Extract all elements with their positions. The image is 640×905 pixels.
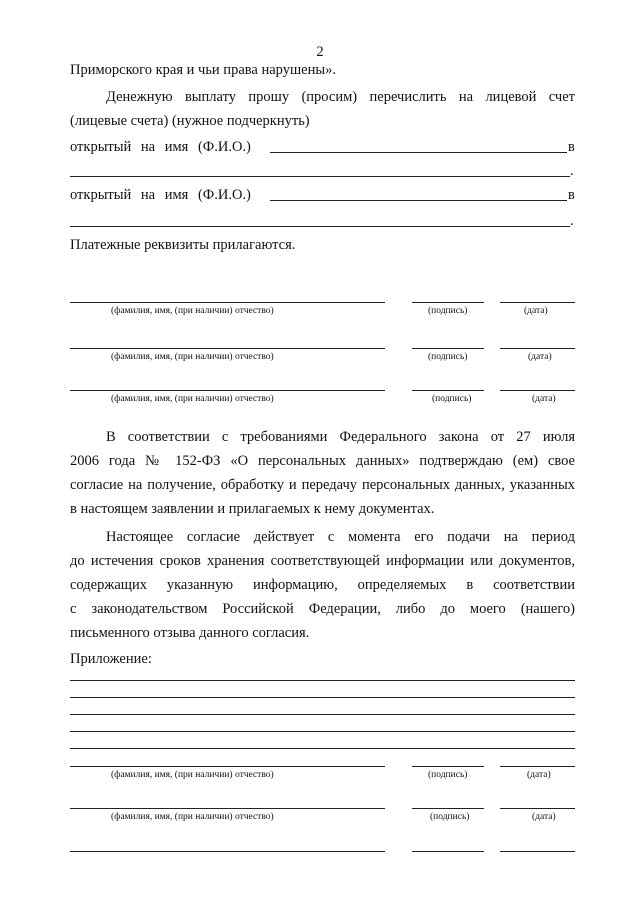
account-label-2: открытый на имя (Ф.И.О.) xyxy=(70,187,251,203)
fio-line-5[interactable] xyxy=(70,808,385,809)
attachment-line-3[interactable] xyxy=(70,714,575,715)
date-caption-4: (дата) xyxy=(527,770,551,780)
validity-line-4: с законодательством Российской Федерации, либо до моего (нашего) xyxy=(70,601,575,617)
account-period-1: . xyxy=(570,163,574,179)
fio-line-3[interactable] xyxy=(70,390,385,391)
date-line-1[interactable] xyxy=(500,302,575,303)
account-bank-line-1[interactable] xyxy=(70,176,570,177)
validity-line-1: Настоящее согласие действует с момента его подачи на период xyxy=(106,529,575,545)
account-in-suffix-2: в xyxy=(568,187,575,203)
consent-line-4: в настоящем заявлении и прилагаемых к нему документах. xyxy=(70,501,435,517)
signature-caption-1: (подпись) xyxy=(428,306,468,316)
signature-caption-2: (подпись) xyxy=(428,352,468,362)
fio-caption-4: (фамилия, имя, (при наличии) отчество) xyxy=(111,770,274,780)
fio-line-2[interactable] xyxy=(70,348,385,349)
account-bank-line-2[interactable] xyxy=(70,226,570,227)
consent-line-3: согласие на получение, обработку и передачу персональных данных, указанных xyxy=(70,477,575,493)
account-label-1: открытый на имя (Ф.И.О.) xyxy=(70,139,251,155)
fio-line-4[interactable] xyxy=(70,766,385,767)
signature-line-5[interactable] xyxy=(412,808,484,809)
date-line-4[interactable] xyxy=(500,766,575,767)
fio-line-6[interactable] xyxy=(70,851,385,852)
date-caption-1: (дата) xyxy=(524,306,548,316)
signature-caption-5: (подпись) xyxy=(430,812,470,822)
signature-line-3[interactable] xyxy=(412,390,484,391)
validity-line-5: письменного отзыва данного согласия. xyxy=(70,625,310,641)
account-in-suffix-1: в xyxy=(568,139,575,155)
fio-caption-2: (фамилия, имя, (при наличии) отчество) xyxy=(111,352,274,362)
date-caption-2: (дата) xyxy=(528,352,552,362)
date-line-6[interactable] xyxy=(500,851,575,852)
date-line-5[interactable] xyxy=(500,808,575,809)
account-period-2: . xyxy=(570,213,574,229)
attachment-line-1[interactable] xyxy=(70,680,575,681)
page-number: 2 xyxy=(316,44,324,60)
date-line-2[interactable] xyxy=(500,348,575,349)
consent-line-1: В соответствии с требованиями Федерального закона от 27 июля xyxy=(106,429,575,445)
attachment-line-5[interactable] xyxy=(70,748,575,749)
consent-line-2: 2006 года № 152-ФЗ «О персональных данных» подтверждаю (ем) свое xyxy=(70,453,575,469)
fio-caption-1: (фамилия, имя, (при наличии) отчество) xyxy=(111,306,274,316)
signature-line-4[interactable] xyxy=(412,766,484,767)
date-caption-5: (дата) xyxy=(532,812,556,822)
signature-line-2[interactable] xyxy=(412,348,484,349)
attachment-line-4[interactable] xyxy=(70,731,575,732)
date-line-3[interactable] xyxy=(500,390,575,391)
validity-line-3: содержащих указанную информацию, определяемых в соответствии xyxy=(70,577,575,593)
validity-line-2: до истечения сроков хранения соответствующей информации или документов, xyxy=(70,553,575,569)
account-fio-line-1[interactable] xyxy=(270,152,567,153)
signature-caption-4: (подпись) xyxy=(428,770,468,780)
payment-request-line2: (лицевые счета) (нужное подчеркнуть) xyxy=(70,113,310,129)
attachment-label: Приложение: xyxy=(70,651,152,667)
signature-caption-3: (подпись) xyxy=(432,394,472,404)
intro-tail: Приморского края и чьи права нарушены». xyxy=(70,62,336,78)
attachment-line-2[interactable] xyxy=(70,697,575,698)
signature-line-1[interactable] xyxy=(412,302,484,303)
fio-caption-3: (фамилия, имя, (при наличии) отчество) xyxy=(111,394,274,404)
signature-line-6[interactable] xyxy=(412,851,484,852)
details-attached: Платежные реквизиты прилагаются. xyxy=(70,237,296,253)
fio-caption-5: (фамилия, имя, (при наличии) отчество) xyxy=(111,812,274,822)
account-fio-line-2[interactable] xyxy=(270,200,567,201)
date-caption-3: (дата) xyxy=(532,394,556,404)
payment-request-line: Денежную выплату прошу (просим) перечислить на лицевой счет xyxy=(106,89,575,105)
fio-line-1[interactable] xyxy=(70,302,385,303)
